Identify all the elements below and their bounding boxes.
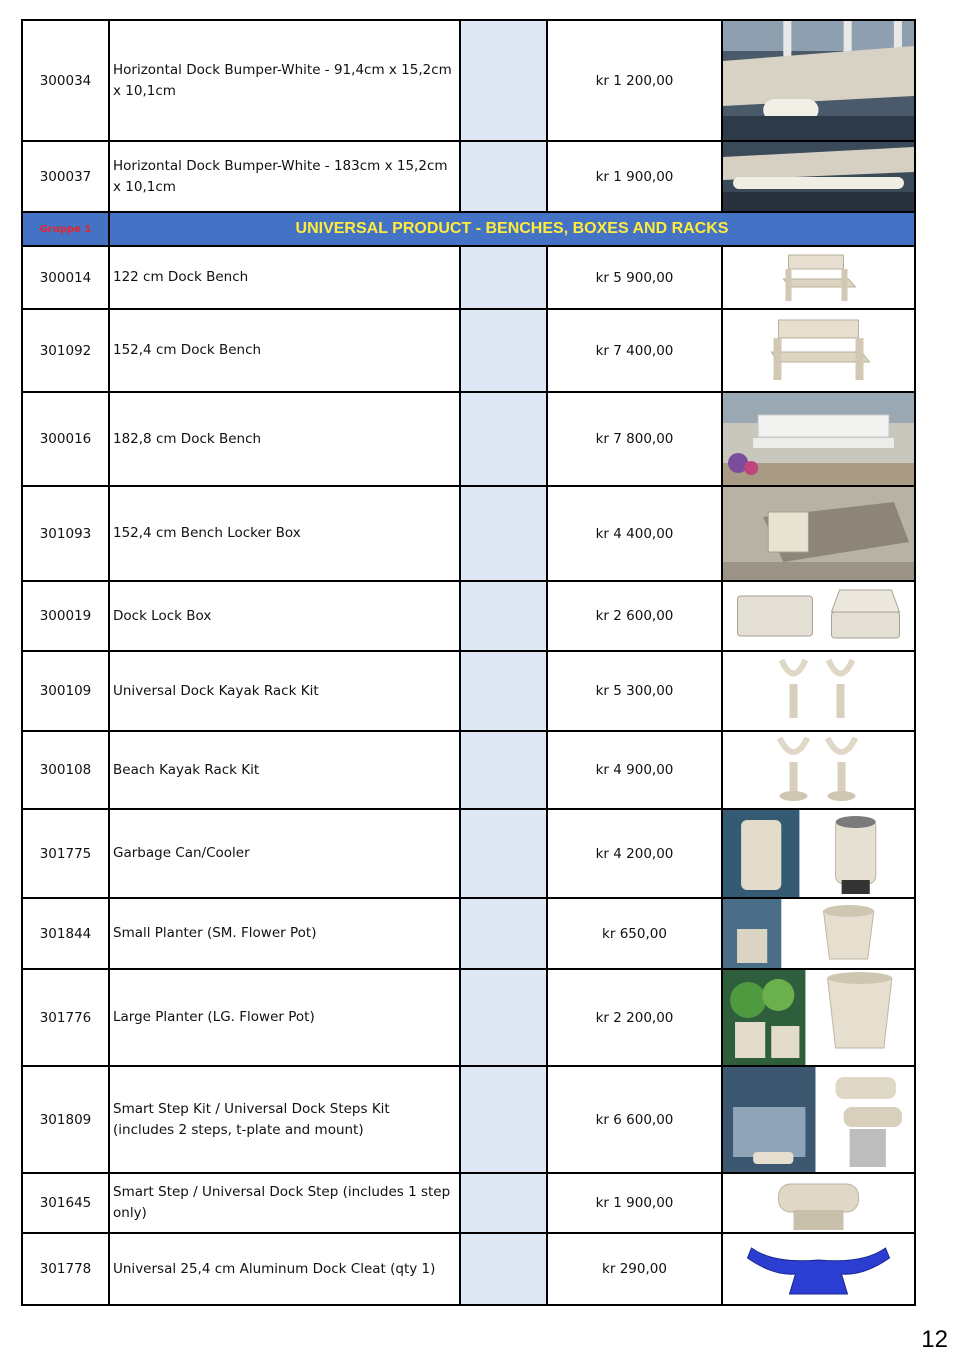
price-cell: kr 290,00 — [547, 1233, 722, 1305]
price-cell: kr 4 400,00 — [547, 486, 722, 581]
product-image-cell — [722, 141, 915, 212]
price-cell: kr 4 200,00 — [547, 809, 722, 898]
table-row — [22, 969, 915, 1066]
smart-step-kit-photo — [723, 1067, 914, 1172]
sku-cell: 301645 — [22, 1173, 109, 1233]
description-cell: 182,8 cm Dock Bench — [109, 392, 460, 486]
blank-cell — [460, 1066, 547, 1173]
dock-bench-photo — [723, 310, 914, 391]
sku-cell: 301809 — [22, 1066, 109, 1173]
blank-cell — [460, 141, 547, 212]
price-cell: kr 650,00 — [547, 898, 722, 969]
blank-cell — [460, 1233, 547, 1305]
table-row — [22, 581, 915, 651]
product-price-table — [21, 19, 916, 1306]
sku-cell: 301775 — [22, 809, 109, 898]
sku-cell: 300014 — [22, 246, 109, 309]
sku-cell: 300109 — [22, 651, 109, 731]
table-row — [22, 486, 915, 581]
description-cell: Smart Step Kit / Universal Dock Steps Kit (includes 2 steps, t-plate and mount) — [109, 1066, 460, 1173]
sku-cell: 301778 — [22, 1233, 109, 1305]
beach-kayak-rack-photo — [723, 732, 914, 808]
price-cell: kr 1 900,00 — [547, 141, 722, 212]
description-cell: Small Planter (SM. Flower Pot) — [109, 898, 460, 969]
description-cell: Horizontal Dock Bumper-White - 183cm x 15,2cm x 10,1cm — [109, 141, 460, 212]
product-image-cell — [722, 20, 915, 141]
table-row — [22, 1066, 915, 1173]
sku-cell: 300034 — [22, 20, 109, 141]
product-image-cell — [722, 969, 915, 1066]
description-cell: Smart Step / Universal Dock Step (includes 1 step only) — [109, 1173, 460, 1233]
description-cell: Garbage Can/Cooler — [109, 809, 460, 898]
blank-cell — [460, 581, 547, 651]
table-row — [22, 141, 915, 212]
price-cell: kr 2 600,00 — [547, 581, 722, 651]
blank-cell — [460, 392, 547, 486]
product-image-cell — [722, 486, 915, 581]
blank-cell — [460, 969, 547, 1066]
product-image-cell — [722, 1233, 915, 1305]
price-cell: kr 7 400,00 — [547, 309, 722, 392]
group-header-row — [22, 212, 915, 246]
dock-bumper-photo — [723, 21, 914, 140]
description-cell: Universal 25,4 cm Aluminum Dock Cleat (qty 1) — [109, 1233, 460, 1305]
large-planter-photo — [723, 970, 914, 1065]
product-image-cell — [722, 1173, 915, 1233]
description-cell: 122 cm Dock Bench — [109, 246, 460, 309]
product-image-cell — [722, 392, 915, 486]
dock-bench-photo — [723, 247, 914, 308]
description-cell: 152,4 cm Dock Bench — [109, 309, 460, 392]
dock-lock-box-photo — [723, 582, 914, 650]
garbage-can-cooler-photo — [723, 810, 914, 897]
blank-cell — [460, 651, 547, 731]
table-row — [22, 731, 915, 809]
table-row — [22, 809, 915, 898]
description-cell: Horizontal Dock Bumper-White - 91,4cm x 15,2cm x 10,1cm — [109, 20, 460, 141]
table-row — [22, 309, 915, 392]
table-row — [22, 246, 915, 309]
price-cell: kr 2 200,00 — [547, 969, 722, 1066]
table-row — [22, 392, 915, 486]
product-image-cell — [722, 246, 915, 309]
blank-cell — [460, 20, 547, 141]
product-image-cell — [722, 651, 915, 731]
sku-cell: 301844 — [22, 898, 109, 969]
bench-locker-box-photo — [723, 487, 914, 580]
blank-cell — [460, 486, 547, 581]
table-row — [22, 20, 915, 141]
sku-cell: 301092 — [22, 309, 109, 392]
product-image-cell — [722, 809, 915, 898]
sku-cell: 300019 — [22, 581, 109, 651]
description-cell: Universal Dock Kayak Rack Kit — [109, 651, 460, 731]
table-row — [22, 1173, 915, 1233]
blank-cell — [460, 1173, 547, 1233]
sku-cell: 300108 — [22, 731, 109, 809]
small-planter-photo — [723, 899, 914, 968]
blank-cell — [460, 731, 547, 809]
group-label: Gruppe 1 — [22, 212, 109, 246]
blank-cell — [460, 898, 547, 969]
description-cell: Large Planter (LG. Flower Pot) — [109, 969, 460, 1066]
price-cell: kr 6 600,00 — [547, 1066, 722, 1173]
product-image-cell — [722, 898, 915, 969]
sku-cell: 301093 — [22, 486, 109, 581]
product-image-cell — [722, 581, 915, 651]
group-title: UNIVERSAL PRODUCT - BENCHES, BOXES AND RACKS — [109, 212, 915, 246]
price-cell: kr 1 900,00 — [547, 1173, 722, 1233]
table-row — [22, 1233, 915, 1305]
sku-cell: 301776 — [22, 969, 109, 1066]
smart-step-photo — [723, 1174, 914, 1232]
sku-cell: 300037 — [22, 141, 109, 212]
price-cell: kr 7 800,00 — [547, 392, 722, 486]
page-number: 12 — [921, 1326, 948, 1353]
product-image-cell — [722, 731, 915, 809]
price-cell: kr 4 900,00 — [547, 731, 722, 809]
blank-cell — [460, 246, 547, 309]
dock-cleat-photo — [723, 1234, 914, 1304]
description-cell: Dock Lock Box — [109, 581, 460, 651]
price-cell: kr 5 300,00 — [547, 651, 722, 731]
blank-cell — [460, 809, 547, 898]
dock-bench-scene-photo — [723, 393, 914, 485]
product-image-cell — [722, 309, 915, 392]
blank-cell — [460, 309, 547, 392]
dock-bumper-long-photo — [723, 142, 914, 211]
table-row — [22, 651, 915, 731]
sku-cell: 300016 — [22, 392, 109, 486]
product-image-cell — [722, 1066, 915, 1173]
price-cell: kr 5 900,00 — [547, 246, 722, 309]
description-cell: 152,4 cm Bench Locker Box — [109, 486, 460, 581]
kayak-rack-photo — [723, 652, 914, 730]
table-row — [22, 898, 915, 969]
description-cell: Beach Kayak Rack Kit — [109, 731, 460, 809]
price-cell: kr 1 200,00 — [547, 20, 722, 141]
